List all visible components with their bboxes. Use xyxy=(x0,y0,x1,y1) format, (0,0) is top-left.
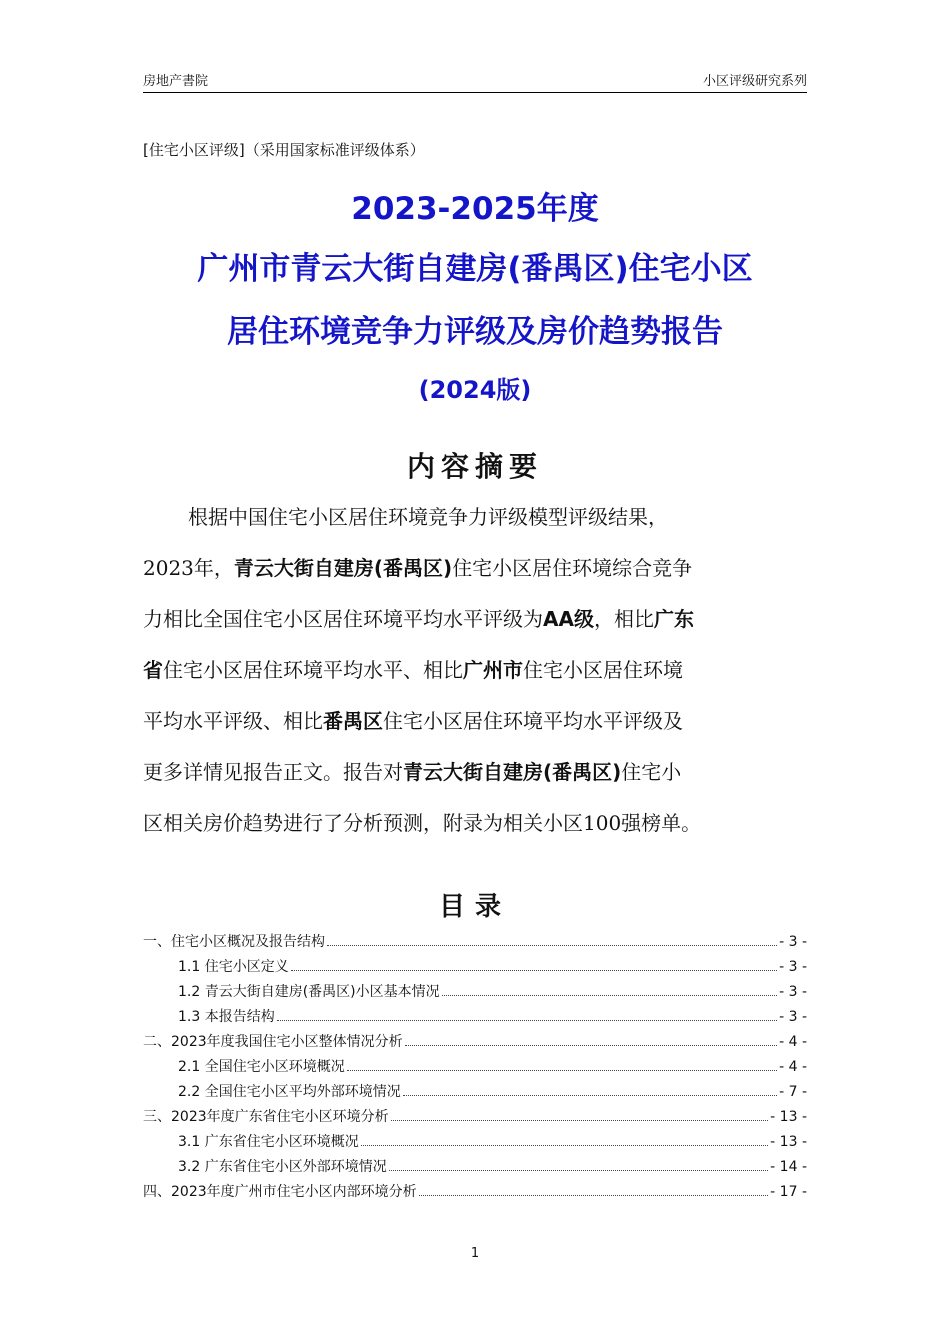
toc-entry[interactable] xyxy=(143,1080,807,1105)
toc-leader-dots xyxy=(277,1005,777,1021)
toc-leader-dots xyxy=(327,930,777,946)
toc-entry-page: - 3 - xyxy=(779,1009,807,1025)
abstract-text: 2023年， xyxy=(143,556,234,580)
toc-entry-label: 四、2023年度广州市住宅小区内部环境分析 xyxy=(143,1184,417,1200)
abstract-text: 力相比全国住宅小区居住环境平均水平评级为 xyxy=(143,607,543,631)
title-edition: (2024版) xyxy=(418,376,532,404)
title-topic: 居住环境竞争力评级及房价趋势报告 xyxy=(227,314,723,350)
toc-leader-dots xyxy=(391,1105,769,1121)
toc-entry-label: 一、住宅小区概况及报告结构 xyxy=(143,934,325,950)
abstract-text: 住宅小区居住环境综合竞争 xyxy=(452,556,693,580)
toc-entry-label: 3.1 广东省住宅小区环境概况 xyxy=(178,1134,359,1150)
abstract-text: ，相比 xyxy=(593,607,654,631)
abstract-text: 更多详情见报告正文。报告对 xyxy=(143,760,403,784)
abstract-text: 根据中国住宅小区居住环境竞争力评级模型评级结果， xyxy=(188,505,668,529)
toc-entry[interactable] xyxy=(143,980,807,1005)
toc-entry-label: 1.3 本报告结构 xyxy=(178,1009,275,1025)
abstract-text: 平均水平评级、相比 xyxy=(143,709,323,733)
abstract-line xyxy=(143,492,807,543)
abstract-line xyxy=(143,696,807,747)
toc-entry[interactable] xyxy=(143,955,807,980)
toc-entry[interactable] xyxy=(143,1055,807,1080)
toc-entry-page: - 4 - xyxy=(779,1034,807,1050)
abstract-line xyxy=(143,747,807,798)
toc-heading: 目录 xyxy=(438,892,511,922)
abstract-emphasis: 番禺区 xyxy=(323,709,383,733)
toc-leader-dots xyxy=(442,980,777,996)
toc-entry-label: 1.1 住宅小区定义 xyxy=(178,959,289,975)
toc-leader-dots xyxy=(361,1130,768,1146)
toc-entry-label: 二、2023年度我国住宅小区整体情况分析 xyxy=(143,1034,403,1050)
toc-entry-label: 2.2 全国住宅小区平均外部环境情况 xyxy=(178,1084,401,1100)
toc-entry-page: - 3 - xyxy=(779,934,807,950)
toc-leader-dots xyxy=(419,1180,769,1196)
toc-entry[interactable] xyxy=(143,1030,807,1055)
toc-entry-label: 1.2 青云大街自建房(番禺区)小区基本情况 xyxy=(178,984,440,1000)
toc-entry-page: - 13 - xyxy=(770,1134,807,1150)
abstract-emphasis: 青云大街自建房(番禺区) xyxy=(403,760,622,784)
title-subject: 广州市青云大街自建房(番禺区)住宅小区 xyxy=(197,251,753,287)
toc-entry-page: - 17 - xyxy=(770,1184,807,1200)
header-publisher: 房地产書院 xyxy=(143,74,209,89)
abstract-text: 住宅小区居住环境平均水平、相比 xyxy=(163,658,463,682)
abstract-text: 住宅小区居住环境 xyxy=(523,658,683,682)
toc-entry[interactable] xyxy=(143,1105,807,1130)
toc-leader-dots xyxy=(405,1030,777,1046)
toc-entry-page: - 3 - xyxy=(779,959,807,975)
toc-entry[interactable] xyxy=(143,1005,807,1030)
toc-entry[interactable] xyxy=(143,1155,807,1180)
abstract-emphasis: 广东 xyxy=(653,607,694,631)
toc-entry-page: - 7 - xyxy=(779,1084,807,1100)
abstract-body xyxy=(143,492,807,849)
toc-leader-dots xyxy=(403,1080,777,1096)
abstract-text: 区相关房价趋势进行了分析预测，附录为相关小区100强榜单。 xyxy=(143,811,702,835)
toc-entry-label: 3.2 广东省住宅小区外部环境情况 xyxy=(178,1159,387,1175)
toc-leader-dots xyxy=(389,1155,768,1171)
toc-entry-page: - 13 - xyxy=(770,1109,807,1125)
page-header xyxy=(143,66,807,93)
abstract-line xyxy=(143,543,807,594)
title-year: 2023-2025年度 xyxy=(351,191,599,227)
abstract-line xyxy=(143,798,807,849)
report-category: [住宅小区评级]（采用国家标准评级体系） xyxy=(143,141,425,159)
abstract-emphasis: 省 xyxy=(143,658,163,682)
toc-leader-dots xyxy=(347,1055,777,1071)
toc-entry[interactable] xyxy=(143,930,807,955)
toc-entry-label: 2.1 全国住宅小区环境概况 xyxy=(178,1059,345,1075)
toc-entry-page: - 4 - xyxy=(779,1059,807,1075)
toc-entry[interactable] xyxy=(143,1130,807,1155)
abstract-heading: 内容摘要 xyxy=(406,450,543,483)
toc-entry[interactable] xyxy=(143,1180,807,1205)
toc-leader-dots xyxy=(291,955,777,971)
abstract-line xyxy=(143,645,807,696)
page-number: 1 xyxy=(470,1246,480,1261)
header-series: 小区评级研究系列 xyxy=(702,74,807,89)
abstract-line xyxy=(143,594,807,645)
abstract-emphasis: 青云大街自建房(番禺区) xyxy=(233,556,453,580)
abstract-emphasis: AA级 xyxy=(543,607,594,631)
toc-entry-page: - 3 - xyxy=(779,984,807,1000)
toc-entry-page: - 14 - xyxy=(770,1159,807,1175)
abstract-emphasis: 广州市 xyxy=(463,658,523,682)
abstract-text: 住宅小 xyxy=(621,760,682,784)
table-of-contents xyxy=(143,930,807,1205)
abstract-text: 住宅小区居住环境平均水平评级及 xyxy=(383,709,683,733)
toc-entry-label: 三、2023年度广东省住宅小区环境分析 xyxy=(143,1109,389,1125)
